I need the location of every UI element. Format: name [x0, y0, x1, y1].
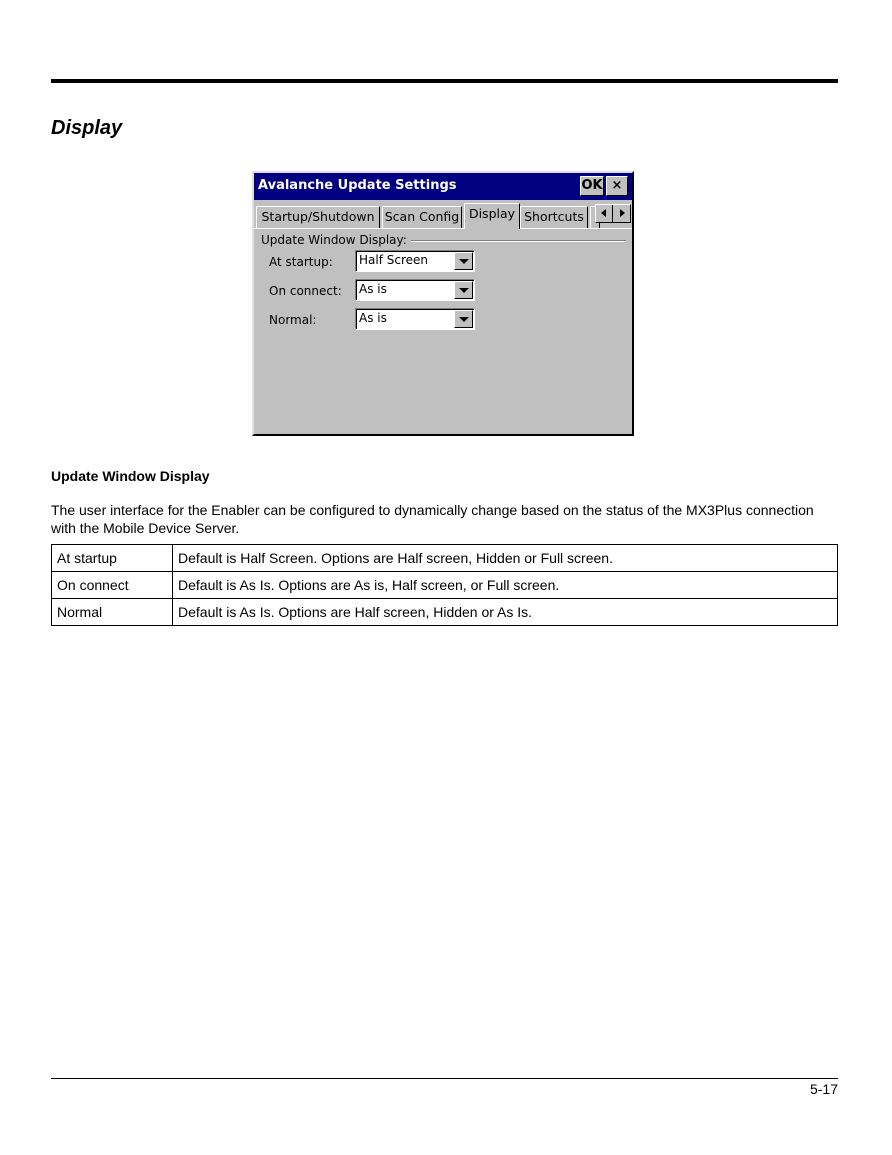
tab-scan-config[interactable]: Scan Config: [382, 206, 462, 228]
description-paragraph: The user interface for the Enabler can be configured to dynamically change based on the status of the MX3Plus connection with the Mobile Device Server.: [51, 502, 814, 536]
tab-shortcuts[interactable]: Shortcuts: [520, 206, 588, 228]
on-connect-label: On connect:: [269, 284, 342, 298]
table-row: [52, 599, 838, 626]
tab-strip: [254, 202, 632, 228]
description-cell: Default is As Is. Options are As is, Half screen, or Full screen.: [173, 572, 838, 599]
table-row: [52, 572, 838, 599]
chevron-down-icon: [459, 259, 469, 264]
setting-cell: At startup: [52, 545, 173, 572]
tab-display[interactable]: Display: [464, 203, 520, 229]
tab-scroll-buttons[interactable]: [595, 204, 631, 223]
table-row: [52, 545, 838, 572]
at-startup-value: Half Screen: [359, 253, 429, 267]
ok-button[interactable]: OK: [580, 176, 604, 196]
page-number: 5-17: [809, 1081, 838, 1097]
scroll-right-icon[interactable]: [620, 209, 625, 217]
settings-dialog: [252, 171, 634, 436]
on-connect-dropdown-button[interactable]: [454, 281, 473, 299]
chevron-down-icon: [459, 288, 469, 293]
tab-startup-shutdown[interactable]: Startup/Shutdown: [256, 206, 380, 228]
normal-value: As is: [359, 311, 387, 325]
normal-dropdown-button[interactable]: [454, 310, 473, 328]
dialog-title: Avalanche Update Settings: [258, 178, 457, 193]
group-label: Update Window Display:: [261, 233, 411, 247]
section-title: Display: [51, 117, 123, 139]
at-startup-label: At startup:: [269, 255, 333, 269]
description-cell: Default is As Is. Options are Half screen, Hidden or As Is.: [173, 599, 838, 626]
setting-cell: Normal: [52, 599, 173, 626]
scroll-left-icon[interactable]: [601, 209, 606, 217]
at-startup-dropdown-button[interactable]: [454, 252, 473, 270]
scroll-divider: [612, 205, 613, 222]
description-cell: Default is Half Screen. Options are Half screen, Hidden or Full screen.: [173, 545, 838, 572]
close-button[interactable]: ×: [606, 176, 628, 196]
on-connect-value: As is: [359, 282, 387, 296]
settings-table: [51, 544, 838, 626]
group-divider: [394, 240, 626, 242]
on-connect-select[interactable]: [355, 279, 475, 301]
normal-label: Normal:: [269, 313, 317, 327]
tab-baseline: [254, 228, 632, 229]
setting-cell: On connect: [52, 572, 173, 599]
dialog-titlebar: [254, 173, 632, 200]
normal-select[interactable]: [355, 308, 475, 330]
at-startup-select[interactable]: [355, 250, 475, 272]
chevron-down-icon: [459, 317, 469, 322]
subheading: Update Window Display: [51, 468, 210, 484]
header-rule: [51, 79, 838, 83]
footer-rule: [51, 1078, 838, 1079]
